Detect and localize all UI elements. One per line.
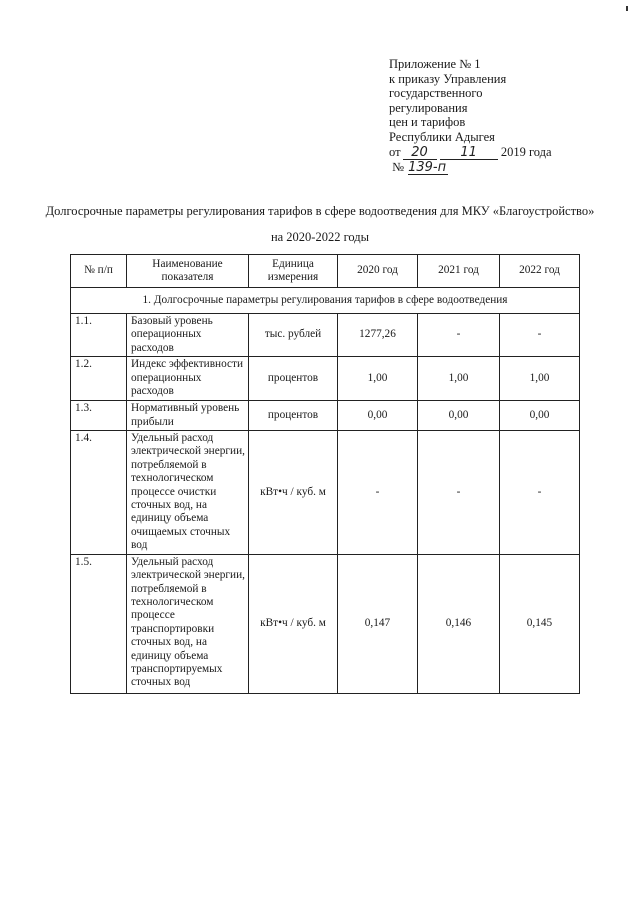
row-value-2020: 1,00 (338, 357, 418, 401)
row-unit: кВт•ч / куб. м (249, 431, 338, 555)
row-unit: тыс. рублей (249, 314, 338, 357)
approval-line: Приложение № 1 (389, 57, 481, 71)
header-2022: 2022 год (500, 255, 580, 288)
document-title: Долгосрочные параметры регулирования тарифов в сфере водоотведения для МКУ «Благоустройство» (45, 204, 595, 218)
table-row (71, 431, 580, 555)
row-value-2022: - (500, 431, 580, 555)
row-name: Нормативный уровень прибыли (127, 401, 249, 431)
section-title: 1. Долгосрочные параметры регулирования тарифов в сфере водоотведения (71, 288, 580, 314)
row-num: 1.4. (71, 431, 127, 555)
date-prefix: от (389, 144, 401, 159)
table-row (71, 554, 580, 693)
row-num: 1.3. (71, 401, 127, 431)
row-value-2021: 0,00 (418, 401, 500, 431)
approval-date (389, 145, 589, 160)
row-num: 1.1. (71, 314, 127, 357)
row-value-2020: - (338, 431, 418, 555)
row-value-2021: - (418, 431, 500, 555)
document-subtitle: на 2020-2022 годы (270, 230, 370, 244)
date-day-handwritten: 20 (403, 147, 437, 160)
row-value-2022: - (500, 314, 580, 357)
approval-line: цен и тарифов (389, 115, 466, 130)
section-row (71, 288, 580, 314)
approval-line: к приказу Управления (389, 71, 507, 86)
table-row (71, 314, 580, 357)
row-name: Удельный расход электрической энергии, потребляемой в технологическом процессе очистки сточных вод, на единицу объема очищаемых сточных вод (127, 431, 249, 555)
header-num: № п/п (71, 255, 127, 288)
row-unit: процентов (249, 357, 338, 401)
row-value-2021: 0,146 (418, 554, 500, 693)
row-value-2022: 0,145 (500, 554, 580, 693)
row-value-2021: 1,00 (418, 357, 500, 401)
date-month-handwritten: 11 (440, 147, 498, 160)
header-2021: 2021 год (418, 255, 500, 288)
row-num: 1.2. (71, 357, 127, 401)
approval-line: регулирования (389, 100, 468, 115)
row-unit: кВт•ч / куб. м (249, 554, 338, 693)
approval-line: Республики Адыгея (389, 129, 495, 144)
scan-mark (626, 6, 628, 11)
parameters-table (70, 254, 580, 694)
approval-block (389, 57, 589, 175)
row-value-2020: 0,147 (338, 554, 418, 693)
header-name: Наименование показателя (127, 255, 249, 288)
table-row (71, 401, 580, 431)
row-value-2020: 0,00 (338, 401, 418, 431)
number-prefix: № (392, 159, 405, 174)
row-name: Базовый уровень операционных расходов (127, 314, 249, 357)
row-value-2021: - (418, 314, 500, 357)
table-header-row (71, 255, 580, 288)
approval-line: государственного (389, 86, 483, 101)
date-year: 2019 года (500, 144, 552, 159)
row-value-2022: 0,00 (500, 401, 580, 431)
row-value-2020: 1277,26 (338, 314, 418, 357)
row-name: Индекс эффективности операционных расходов (127, 357, 249, 401)
order-number-handwritten: 139-п (408, 159, 447, 175)
table-row (71, 357, 580, 401)
row-unit: процентов (249, 401, 338, 431)
row-num: 1.5. (71, 554, 127, 693)
header-2020: 2020 год (338, 255, 418, 288)
row-name: Удельный расход электрической энергии, потребляемой в технологическом процессе транспортировки сточных вод, на единицу объема транспортируемых сточных вод (127, 554, 249, 693)
header-unit: Единица измерения (249, 255, 338, 288)
approval-number (389, 160, 589, 175)
row-value-2022: 1,00 (500, 357, 580, 401)
